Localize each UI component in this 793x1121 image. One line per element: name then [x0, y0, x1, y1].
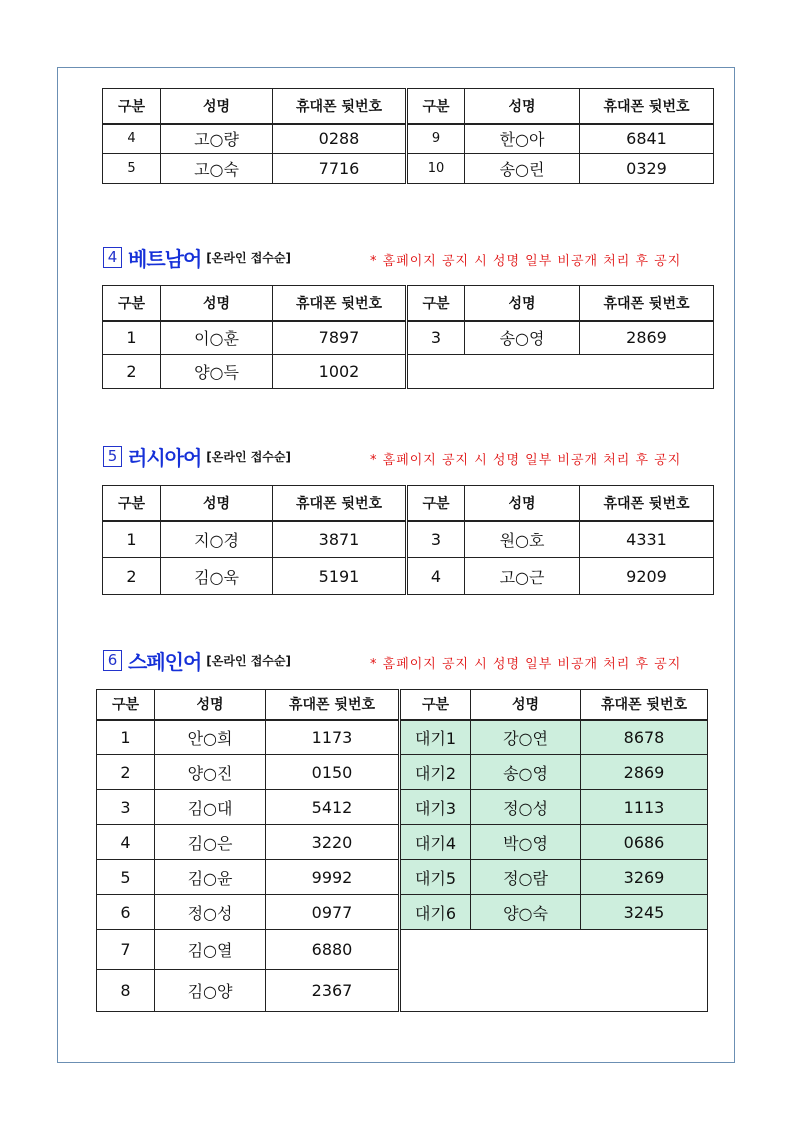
header-phone: 휴대폰 뒷번호 [273, 286, 407, 321]
header-division: 구분 [103, 286, 161, 321]
header-name: 성명 [465, 286, 580, 321]
table-row [97, 895, 708, 930]
cell-name: 송○영 [465, 321, 580, 355]
cell-phone: 2869 [580, 321, 714, 355]
table-row [103, 321, 714, 355]
cell-name: 강○연 [471, 720, 581, 755]
table-row [97, 930, 708, 970]
cell-number: 8 [97, 970, 155, 1012]
header-division: 구분 [103, 486, 161, 521]
header-division: 구분 [400, 690, 471, 720]
cell-phone: 7897 [273, 321, 407, 355]
header-phone: 휴대폰 뒷번호 [580, 286, 714, 321]
table-vietnamese [102, 285, 714, 389]
header-division: 구분 [407, 486, 465, 521]
section-heading-russian [103, 444, 291, 468]
cell-waitlist-number: 대기1 [400, 720, 471, 755]
cell-name: 양○진 [155, 755, 266, 790]
table-row [97, 720, 708, 755]
cell-phone: 3220 [266, 825, 400, 860]
cell-number: 4 [103, 124, 161, 154]
table-spanish [96, 689, 708, 1012]
cell-number: 4 [407, 558, 465, 595]
cell-name: 양○득 [161, 355, 273, 389]
cell-phone: 2367 [266, 970, 400, 1012]
cell-phone: 3269 [581, 860, 708, 895]
table-row [103, 124, 714, 154]
cell-name: 김○대 [155, 790, 266, 825]
cell-number: 1 [97, 720, 155, 755]
cell-name: 이○훈 [161, 321, 273, 355]
empty-cell [407, 355, 714, 389]
header-phone: 휴대폰 뒷번호 [581, 690, 708, 720]
cell-phone: 3871 [273, 521, 407, 558]
cell-phone: 1173 [266, 720, 400, 755]
cell-name: 박○영 [471, 825, 581, 860]
cell-number: 5 [103, 154, 161, 184]
table-row [103, 154, 714, 184]
privacy-notice: * 홈페이지 공지 시 성명 일부 비공개 처리 후 공지 [370, 254, 682, 269]
header-phone: 휴대폰 뒷번호 [273, 89, 407, 124]
section-heading-spanish [103, 648, 291, 672]
header-phone: 휴대폰 뒷번호 [273, 486, 407, 521]
cell-waitlist-number: 대기2 [400, 755, 471, 790]
table-row [97, 790, 708, 825]
cell-phone: 1113 [581, 790, 708, 825]
cell-name: 고○숙 [161, 154, 273, 184]
cell-number: 4 [97, 825, 155, 860]
header-phone: 휴대폰 뒷번호 [266, 690, 400, 720]
header-division: 구분 [97, 690, 155, 720]
table-row [97, 755, 708, 790]
cell-waitlist-number: 대기6 [400, 895, 471, 930]
cell-phone: 0150 [266, 755, 400, 790]
cell-number: 3 [407, 521, 465, 558]
cell-name: 정○성 [471, 790, 581, 825]
table-row [103, 558, 714, 595]
cell-name: 김○윤 [155, 860, 266, 895]
section-method: [온라인 접수순] [206, 653, 291, 668]
cell-name: 정○람 [471, 860, 581, 895]
cell-waitlist-number: 대기5 [400, 860, 471, 895]
header-phone: 휴대폰 뒷번호 [580, 486, 714, 521]
cell-phone: 3245 [581, 895, 708, 930]
cell-phone: 4331 [580, 521, 714, 558]
table-row [97, 860, 708, 895]
cell-number: 2 [103, 558, 161, 595]
cell-number: 5 [97, 860, 155, 895]
cell-name: 정○성 [155, 895, 266, 930]
cell-waitlist-number: 대기3 [400, 790, 471, 825]
section-language: 러시아어 [128, 445, 202, 470]
table-row [97, 825, 708, 860]
cell-name: 원○호 [465, 521, 580, 558]
section-language: 베트남어 [128, 246, 202, 271]
cell-number: 7 [97, 930, 155, 970]
cell-phone: 0977 [266, 895, 400, 930]
table-continued [102, 88, 714, 184]
cell-phone: 7716 [273, 154, 407, 184]
section-heading-vietnamese [103, 245, 291, 269]
cell-name: 안○희 [155, 720, 266, 755]
table-russian [102, 485, 714, 595]
header-division: 구분 [407, 286, 465, 321]
privacy-notice: * 홈페이지 공지 시 성명 일부 비공개 처리 후 공지 [370, 657, 682, 672]
cell-name: 김○열 [155, 930, 266, 970]
header-name: 성명 [155, 690, 266, 720]
header-name: 성명 [161, 286, 273, 321]
header-division: 구분 [103, 89, 161, 124]
cell-name: 송○린 [465, 154, 580, 184]
table-row [103, 355, 714, 389]
privacy-notice: * 홈페이지 공지 시 성명 일부 비공개 처리 후 공지 [370, 453, 682, 468]
empty-cell [400, 930, 708, 1012]
section-method: [온라인 접수순] [206, 250, 291, 265]
cell-phone: 5412 [266, 790, 400, 825]
cell-phone: 9209 [580, 558, 714, 595]
cell-number: 1 [103, 321, 161, 355]
cell-number: 10 [407, 154, 465, 184]
cell-number: 3 [407, 321, 465, 355]
header-name: 성명 [465, 486, 580, 521]
header-name: 성명 [161, 486, 273, 521]
cell-phone: 8678 [581, 720, 708, 755]
cell-name: 김○은 [155, 825, 266, 860]
header-name: 성명 [161, 89, 273, 124]
header-name: 성명 [465, 89, 580, 124]
cell-phone: 0686 [581, 825, 708, 860]
section-number: 6 [103, 650, 122, 671]
cell-name: 지○경 [161, 521, 273, 558]
cell-phone: 6841 [580, 124, 714, 154]
cell-number: 9 [407, 124, 465, 154]
cell-name: 고○근 [465, 558, 580, 595]
cell-name: 김○욱 [161, 558, 273, 595]
cell-phone: 9992 [266, 860, 400, 895]
cell-name: 고○량 [161, 124, 273, 154]
cell-phone: 0288 [273, 124, 407, 154]
section-language: 스페인어 [128, 649, 202, 674]
header-name: 성명 [471, 690, 581, 720]
table-row [103, 521, 714, 558]
cell-number: 2 [103, 355, 161, 389]
cell-phone: 1002 [273, 355, 407, 389]
cell-name: 김○양 [155, 970, 266, 1012]
cell-waitlist-number: 대기4 [400, 825, 471, 860]
cell-phone: 2869 [581, 755, 708, 790]
cell-phone: 6880 [266, 930, 400, 970]
cell-number: 3 [97, 790, 155, 825]
cell-name: 한○아 [465, 124, 580, 154]
cell-number: 1 [103, 521, 161, 558]
cell-phone: 5191 [273, 558, 407, 595]
header-division: 구분 [407, 89, 465, 124]
cell-phone: 0329 [580, 154, 714, 184]
section-number: 5 [103, 446, 122, 467]
cell-name: 송○영 [471, 755, 581, 790]
section-method: [온라인 접수순] [206, 449, 291, 464]
header-phone: 휴대폰 뒷번호 [580, 89, 714, 124]
section-number: 4 [103, 247, 122, 268]
cell-number: 6 [97, 895, 155, 930]
cell-name: 양○숙 [471, 895, 581, 930]
cell-number: 2 [97, 755, 155, 790]
